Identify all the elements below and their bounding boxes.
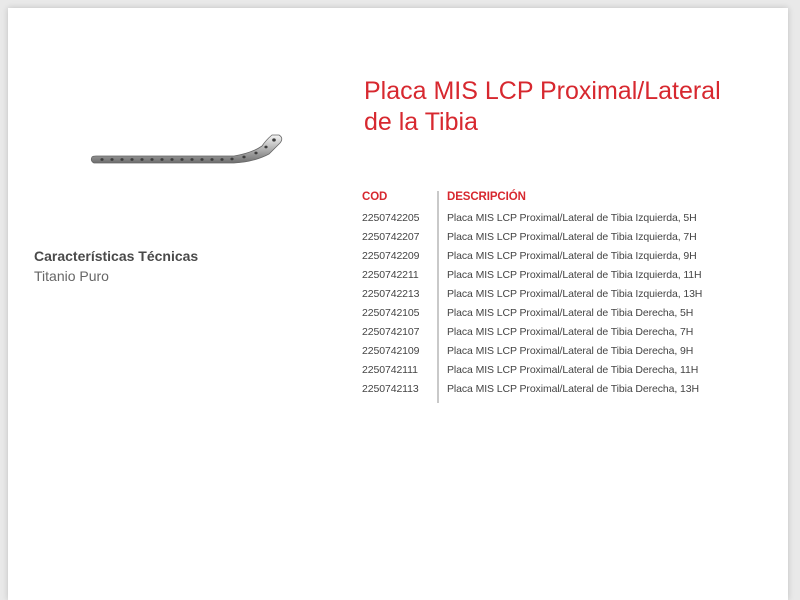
header-description: DESCRIPCIÓN	[447, 191, 526, 203]
table-row	[362, 208, 762, 227]
product-title-line-2: de la Tibia	[364, 108, 478, 136]
table-row	[362, 227, 762, 246]
row-description: Placa MIS LCP Proximal/Lateral de Tibia Izquierda, 11H	[447, 268, 702, 281]
row-description: Placa MIS LCP Proximal/Lateral de Tibia Izquierda, 7H	[447, 230, 697, 243]
product-title	[364, 76, 764, 138]
specs-heading: Características Técnicas	[34, 248, 199, 264]
row-code: 2250742213	[362, 287, 420, 300]
table-row	[362, 341, 762, 360]
product-codes-table	[362, 186, 762, 398]
table-row	[362, 379, 762, 398]
technical-specs	[34, 246, 198, 286]
product-title-line-1: Placa MIS LCP Proximal/Lateral	[364, 77, 721, 105]
table-row	[362, 322, 762, 341]
specs-material: Titanio Puro	[34, 268, 109, 284]
row-code: 2250742105	[362, 306, 420, 319]
table-row	[362, 303, 762, 322]
row-description: Placa MIS LCP Proximal/Lateral de Tibia Derecha, 13H	[447, 382, 699, 395]
bone-plate-image	[84, 126, 284, 174]
row-description: Placa MIS LCP Proximal/Lateral de Tibia Derecha, 7H	[447, 325, 694, 338]
row-code: 2250742211	[362, 268, 419, 281]
row-code: 2250742111	[362, 363, 418, 376]
table-row	[362, 246, 762, 265]
header-code: COD	[362, 191, 388, 203]
table-row	[362, 360, 762, 379]
row-code: 2250742209	[362, 249, 420, 262]
row-code: 2250742107	[362, 325, 420, 338]
row-description: Placa MIS LCP Proximal/Lateral de Tibia Izquierda, 5H	[447, 211, 697, 224]
row-code: 2250742113	[362, 382, 419, 395]
row-code: 2250742207	[362, 230, 420, 243]
table-row	[362, 284, 762, 303]
table-row	[362, 265, 762, 284]
row-description: Placa MIS LCP Proximal/Lateral de Tibia Derecha, 11H	[447, 363, 699, 376]
row-description: Placa MIS LCP Proximal/Lateral de Tibia Izquierda, 9H	[447, 249, 697, 262]
row-description: Placa MIS LCP Proximal/Lateral de Tibia Izquierda, 13H	[447, 287, 703, 300]
row-description: Placa MIS LCP Proximal/Lateral de Tibia Derecha, 9H	[447, 344, 694, 357]
row-description: Placa MIS LCP Proximal/Lateral de Tibia Derecha, 5H	[447, 306, 694, 319]
row-code: 2250742109	[362, 344, 420, 357]
row-code: 2250742205	[362, 211, 420, 224]
table-header-row	[362, 186, 762, 208]
